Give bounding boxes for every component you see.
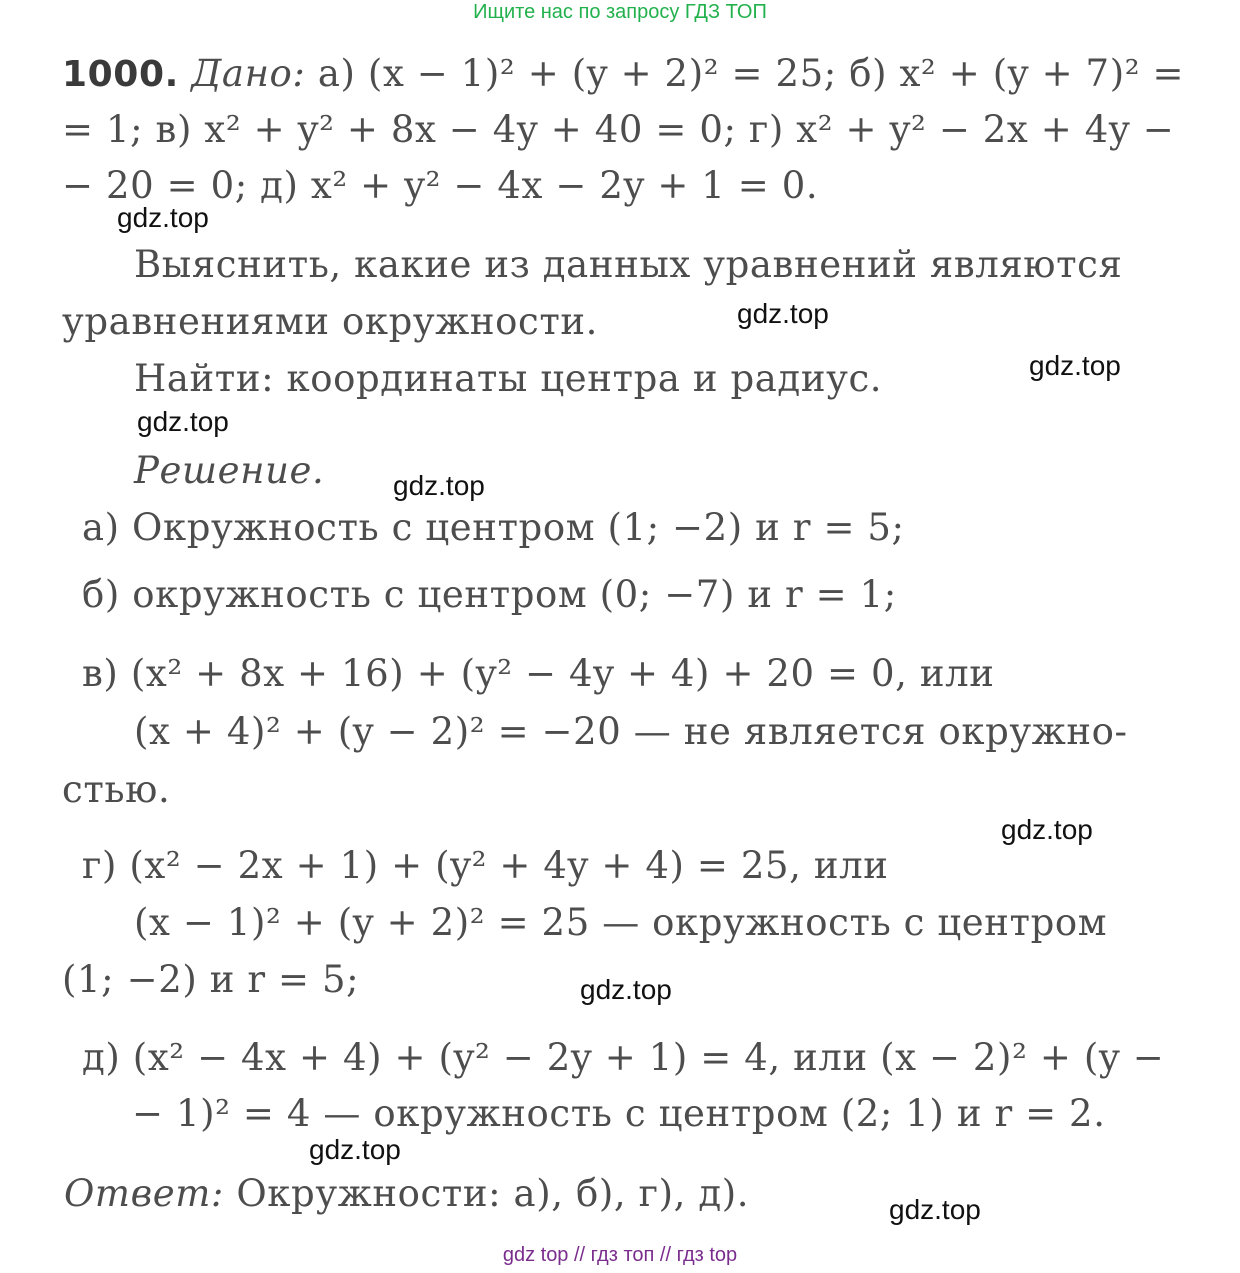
answer-label: Ответ:	[64, 1172, 225, 1215]
problem-number: 1000.	[62, 54, 179, 95]
solution-g-1: г) (x² − 2x + 1) + (y² + 4y + 4) = 25, или	[82, 844, 889, 887]
solution-g-2: (x − 1)² + (y + 2)² = 25 — окружность с центром	[134, 901, 1108, 944]
given-label: Дано:	[191, 52, 306, 95]
watermark: gdz.top	[889, 1194, 981, 1225]
given-line-3: − 20 = 0; д) x² + y² − 4x − 2y + 1 = 0.	[62, 164, 819, 207]
solution-d-1: д) (x² − 4x + 4) + (y² − 2y + 1) = 4, или (x − 2)² + (y −	[82, 1036, 1165, 1079]
problem-line-1	[62, 52, 1184, 95]
answer-line	[64, 1172, 749, 1215]
bottom-banner: gdz top // гдз топ // гдз top	[502, 1244, 738, 1266]
watermark: gdz.top	[1029, 350, 1121, 381]
solution-v-2: (x + 4)² + (y − 2)² = −20 — не является окружно-	[134, 710, 1128, 753]
watermark: gdz.top	[117, 202, 209, 233]
find-line: Найти: координаты центра и радиус.	[134, 357, 883, 400]
task-line-2: уравнениями окружности.	[62, 300, 599, 343]
solution-a: а) Окружность с центром (1; −2) и r = 5;	[82, 506, 905, 549]
top-banner: Ищите нас по запросу ГДЗ ТОП	[473, 1, 767, 23]
solution-v-1: в) (x² + 8x + 16) + (y² − 4y + 4) + 20 = 0, или	[82, 652, 995, 695]
solution-d-2: − 1)² = 4 — окружность с центром (2; 1) и r = 2.	[132, 1092, 1106, 1135]
watermark: gdz.top	[309, 1134, 401, 1165]
watermark: gdz.top	[393, 470, 485, 501]
solution-b: б) окружность с центром (0; −7) и r = 1;	[82, 573, 897, 616]
given-line-2: = 1; в) x² + y² + 8x − 4y + 40 = 0; г) x² + y² − 2x + 4y −	[62, 108, 1175, 151]
watermark: gdz.top	[737, 298, 829, 329]
solution-label: Решение.	[134, 449, 325, 492]
solution-v-3: стью.	[62, 768, 171, 811]
answer-text: Окружности: а), б), г), д).	[224, 1172, 750, 1215]
given-line-1: а) (x − 1)² + (y + 2)² = 25; б) x² + (y + 7)² =	[305, 52, 1185, 95]
task-line-1: Выяснить, какие из данных уравнений являются	[134, 243, 1123, 286]
watermark: gdz.top	[580, 974, 672, 1005]
watermark: gdz.top	[1001, 814, 1093, 845]
solution-g-3: (1; −2) и r = 5;	[62, 958, 360, 1001]
watermark: gdz.top	[137, 406, 229, 437]
